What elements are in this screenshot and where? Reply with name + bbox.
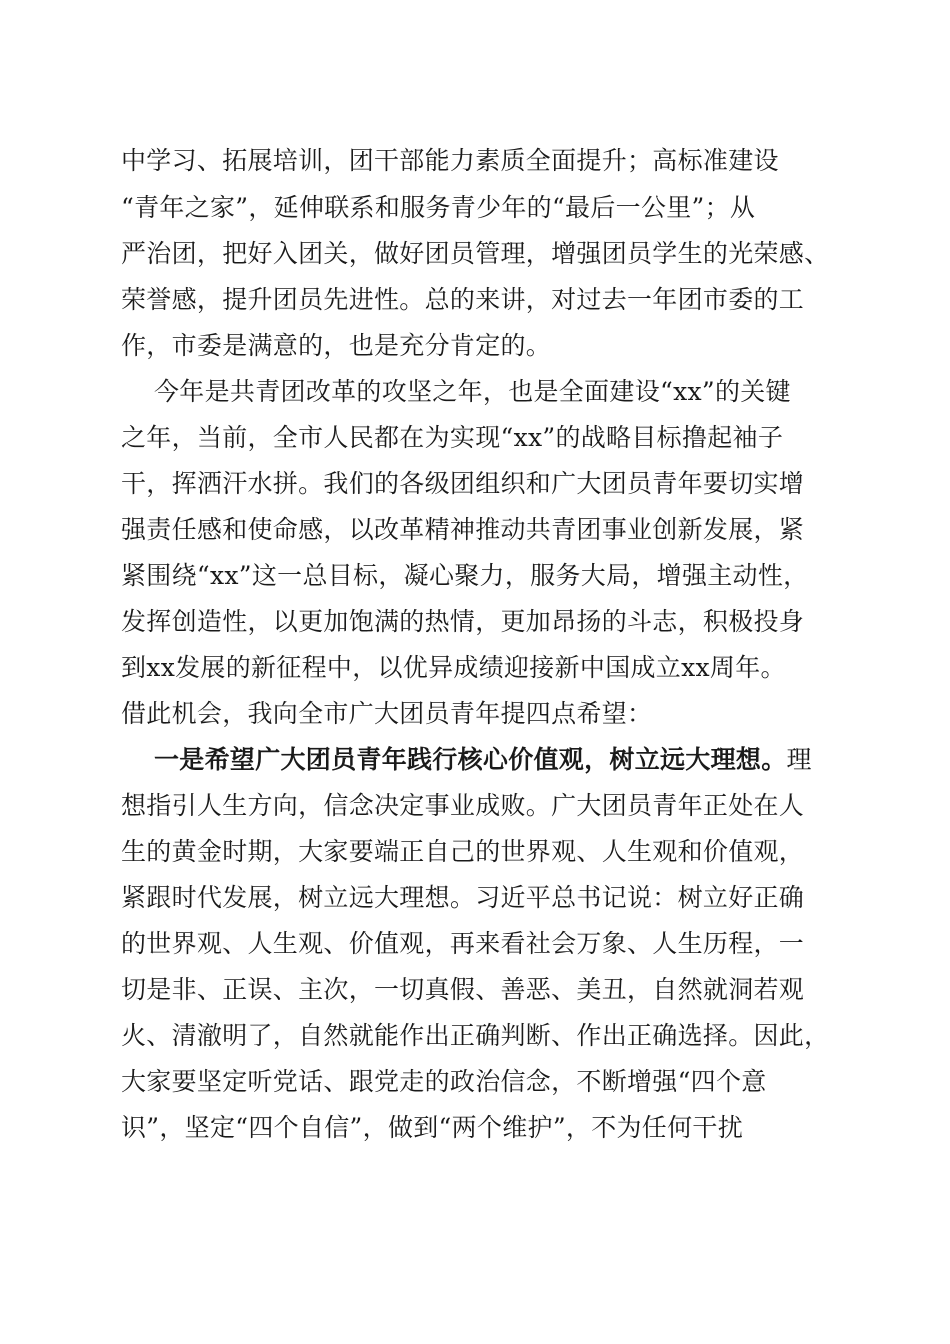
section-heading-1: 一是希望广大团员青年践行核心价值观，树立远大理想。 (154, 745, 787, 774)
body-text-line: 大家要坚定听党话、跟党走的政治信念，不断增强“四个意 (121, 1067, 767, 1096)
body-text-fragment: 理 (786, 745, 812, 774)
body-text-line: 干，挥洒汗水拼。我们的各级团组织和广大团员青年要切实增 (121, 469, 805, 498)
body-text-line: 中学习、拓展培训，团干部能力素质全面提升；高标准建设 (121, 146, 779, 175)
body-text-line: 严治团，把好入团关，做好团员管理，增强团员学生的光荣感、 (121, 239, 830, 268)
body-text-line: 到xx发展的新征程中，以优异成绩迎接新中国成立xx周年。 (121, 653, 786, 682)
body-text-line: 的世界观、人生观、价值观，再来看社会万象、人生历程，一 (121, 929, 805, 958)
body-text-line: 之年，当前，全市人民都在为实现“xx”的战略目标撸起袖子 (121, 423, 784, 452)
body-text-line: 火、清澈明了，自然就能作出正确判断、作出正确选择。因此， (121, 1021, 830, 1050)
body-text-line: 紧跟时代发展，树立远大理想。习近平总书记说：树立好正确 (121, 883, 805, 912)
body-text-line: 今年是共青团改革的攻坚之年，也是全面建设“xx”的关键 (154, 377, 791, 406)
body-text-line: 紧围绕“xx”这一总目标，凝心聚力，服务大局，增强主动性， (121, 561, 809, 590)
body-text-line: 荣誉感，提升团员先进性。总的来讲，对过去一年团市委的工 (121, 285, 805, 314)
body-text-line: 发挥创造性，以更加饱满的热情，更加昂扬的斗志，积极投身 (121, 607, 805, 636)
body-text-line: 切是非、正误、主次，一切真假、善恶、美丑，自然就洞若观 (121, 975, 805, 1004)
body-text-line: 想指引人生方向，信念决定事业成败。广大团员青年正处在人 (121, 791, 805, 820)
body-text-line: 强责任感和使命感，以改革精神推动共青团事业创新发展，紧 (121, 515, 805, 544)
body-text-line: 作，市委是满意的，也是充分肯定的。 (121, 331, 552, 360)
body-text-line: 生的黄金时期，大家要端正自己的世界观、人生观和价值观， (121, 837, 805, 866)
body-text-line: 借此机会，我向全市广大团员青年提四点希望： (121, 699, 653, 728)
body-text-line: 识”，坚定“四个自信”，做到“两个维护”，不为任何干扰 (121, 1113, 744, 1142)
heading-line (154, 744, 812, 776)
body-text-line: “青年之家”，延伸联系和服务青少年的“最后一公里”；从 (121, 193, 756, 222)
